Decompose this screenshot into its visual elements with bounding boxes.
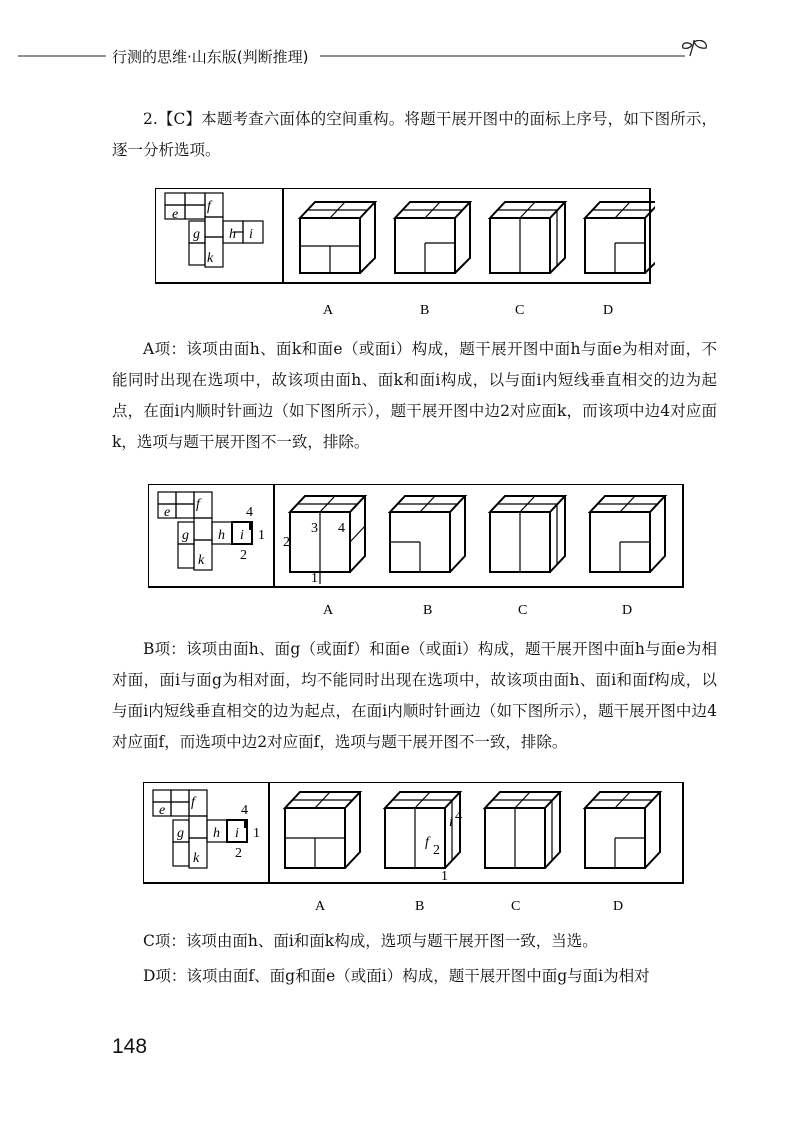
paragraph-option-a: A项：该项由面h、面k和面e（或面i）构成，题干展开图中面h与面e为相对面，不能同时出现在选项中，故该项由面h、面k和面i构成，以与面i内短线垂直相交的边为起点，在面i内顺时针画边（如下图所示），题干展开图中边2对应面k，而该项中边4对应面k，选项与题干展开图不一致，排除。 [112, 340, 717, 451]
face-label-g: g [182, 528, 189, 543]
figure-2 [148, 484, 688, 619]
paragraph-intro: 2.【C】本题考查六面体的空间重构。将题干展开图中的面标上序号，如下图所示，逐一分析选项。 [112, 110, 717, 159]
edge-number-1: 1 [441, 869, 448, 884]
face-label-k: k [207, 251, 214, 266]
cube-option-b [390, 496, 465, 572]
edge-number-4: 4 [455, 809, 462, 824]
header-title: 行测的思维·山东版(判断推理) [112, 48, 309, 66]
cube-option-c [490, 496, 565, 572]
face-label-g: g [177, 826, 184, 841]
paragraph-option-c: C项：该项由面h、面i和面k构成，选项与题干展开图一致，当选。 [143, 932, 598, 950]
face-label-h: h [218, 528, 225, 543]
edge-number-3: 3 [311, 521, 318, 536]
cube-option-a [285, 792, 360, 868]
cube-option-d [585, 202, 655, 273]
face-label-i: i [249, 227, 253, 242]
edge-number-2: 2 [283, 535, 290, 550]
edge-number-2: 2 [433, 843, 440, 858]
cube-option-d [585, 792, 660, 868]
edge-number-2: 2 [240, 548, 247, 563]
cube-net [158, 492, 252, 570]
edge-number-4: 4 [338, 521, 345, 536]
face-label-i: i [449, 815, 453, 830]
paragraph-option-b: B项：该项由面h、面g（或面f）和面e（或面i）构成，题干展开图中面h与面e为相对面，面i与面g为相对面，均不能同时出现在选项中，故该项由面h、面i和面f构成，以与面i内短线垂直相交的边为起点，在面i内顺时针画边（如下图所示），题干展开图中边4对应面f，而选项中边2对应面f，选项与题干展开图不一致，排除。 [112, 640, 717, 751]
option-label-b: B [423, 603, 433, 618]
edge-number-1: 1 [258, 528, 265, 543]
face-label-f: f [425, 835, 429, 850]
cube-option-a [300, 202, 375, 273]
page-number: 148 [112, 1035, 148, 1058]
option-label-b: B [415, 899, 425, 914]
face-label-f: f [196, 497, 200, 512]
edge-number-1: 1 [311, 571, 318, 586]
face-label-h: h [213, 826, 220, 841]
face-label-f: f [191, 795, 195, 810]
cube-option-d [590, 496, 665, 572]
running-header [0, 40, 800, 70]
option-label-c: C [515, 303, 525, 318]
face-label-h: h [229, 227, 236, 242]
cube-option-b [385, 792, 460, 868]
face-label-e: e [164, 505, 171, 520]
option-label-b: B [420, 303, 430, 318]
edge-number-2: 2 [235, 846, 242, 861]
edge-number-4: 4 [246, 505, 253, 520]
option-label-a: A [323, 303, 334, 318]
cube-option-a [290, 496, 365, 584]
cube-option-c [485, 792, 560, 868]
face-label-k: k [193, 851, 200, 866]
option-label-d: D [613, 899, 624, 914]
option-label-a: A [315, 899, 326, 914]
cube-option-c [490, 202, 565, 273]
face-label-i: i [235, 826, 239, 841]
option-label-d: D [603, 303, 614, 318]
sprout-icon [683, 40, 707, 56]
option-label-c: C [518, 603, 528, 618]
face-label-e: e [159, 803, 166, 818]
figure-1 [155, 188, 655, 323]
option-label-c: C [511, 899, 521, 914]
face-label-f: f [207, 199, 211, 214]
cube-net [153, 790, 247, 868]
face-label-e: e [172, 207, 179, 222]
edge-number-1: 1 [253, 826, 260, 841]
option-label-d: D [622, 603, 633, 618]
cube-option-b [395, 202, 470, 273]
figure-3 [143, 782, 688, 917]
option-label-a: A [323, 603, 334, 618]
face-label-k: k [198, 553, 205, 568]
paragraph-option-d: D项：该项由面f、面g和面e（或面i）构成，题干展开图中面g与面i为相对 [143, 967, 650, 985]
face-label-i: i [240, 528, 244, 543]
edge-number-4: 4 [241, 803, 248, 818]
face-label-g: g [193, 227, 200, 242]
